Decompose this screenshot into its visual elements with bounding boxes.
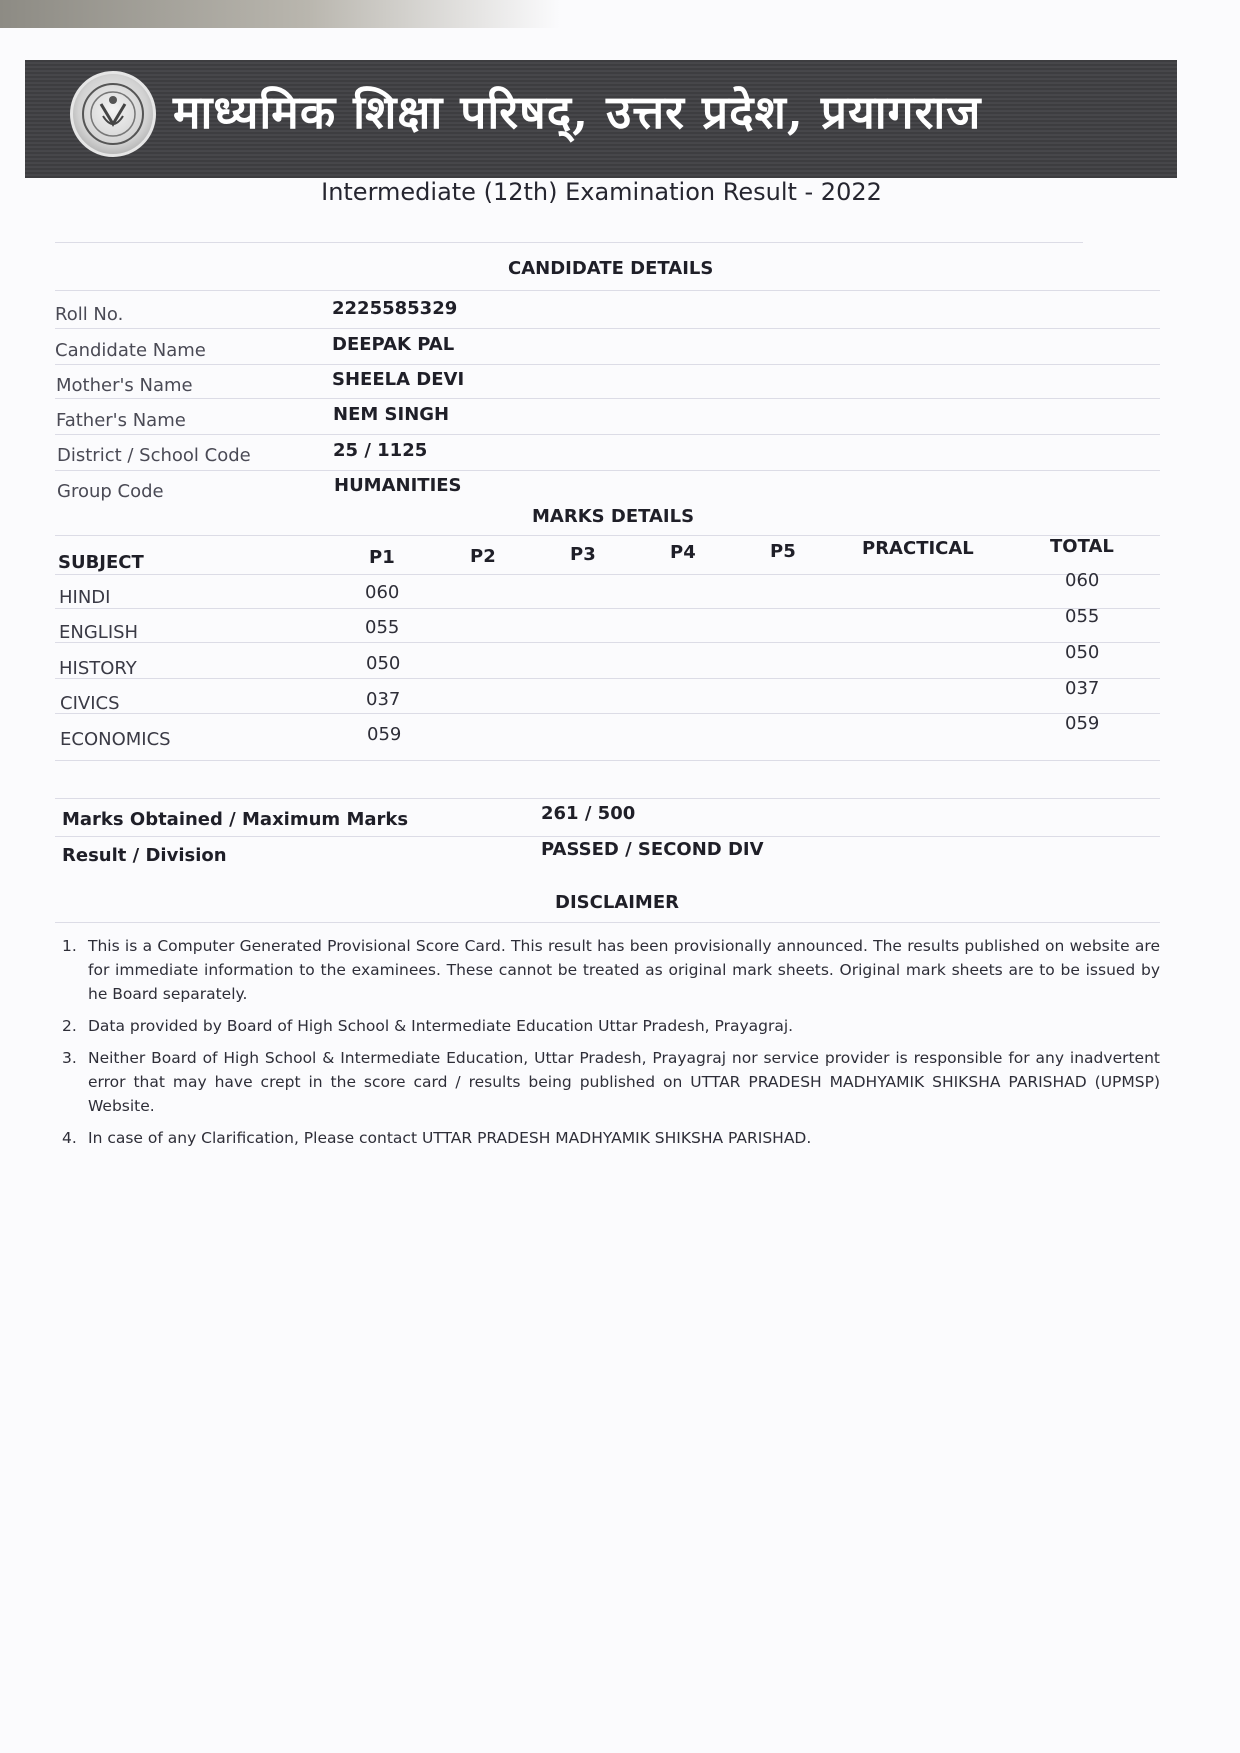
candidate-name-label: Candidate Name: [55, 340, 206, 361]
total-mark: 059: [1065, 713, 1100, 734]
marks-details-heading: MARKS DETAILS: [532, 506, 695, 527]
col-subject: SUBJECT: [58, 552, 144, 573]
list-item: [62, 934, 1160, 1006]
divider: [55, 398, 1160, 399]
candidate-details-heading: CANDIDATE DETAILS: [508, 258, 714, 279]
divider: [55, 642, 1160, 643]
mothers-name-value: SHEELA DEVI: [332, 369, 465, 390]
district-school-code-label: District / School Code: [57, 445, 251, 466]
result-division-value: PASSED / SECOND DIV: [541, 839, 764, 860]
divider: [55, 760, 1160, 761]
item-number: 3.: [62, 1049, 77, 1067]
item-text: This is a Computer Generated Provisional Score Card. This result has been provisionally announced. The results published on website are for immediate information to the examinees. These cannot be treated as original mark sheets. Original mark sheets are to be issued by he Board separately.: [88, 937, 1160, 1003]
marks-obtained-label: Marks Obtained / Maximum Marks: [62, 809, 409, 830]
item-text: Data provided by Board of High School & Intermediate Education Uttar Pradesh, Prayagraj.: [88, 1017, 794, 1035]
item-number: 1.: [62, 937, 77, 955]
roll-no-label: Roll No.: [55, 304, 124, 325]
divider: [55, 574, 1160, 575]
disclaimer-list: [62, 934, 1160, 1158]
up-board-emblem-icon: [70, 71, 156, 157]
item-text: Neither Board of High School & Intermediate Education, Uttar Pradesh, Prayagraj nor service provider is responsible for any inadvertent error that may have crept in the score card / results being published on UTTAR PRADESH MADHYAMIK SHIKSHA PARISHAD (UPMSP) Website.: [88, 1049, 1160, 1115]
divider: [55, 713, 1160, 714]
p1-mark: 037: [366, 689, 401, 710]
divider: [55, 364, 1160, 365]
col-p3: P3: [570, 544, 596, 565]
fathers-name-value: NEM SINGH: [333, 404, 450, 425]
result-division-label: Result / Division: [62, 845, 227, 866]
header-banner: [25, 60, 1177, 178]
exam-title: Intermediate (12th) Examination Result - 2022: [321, 178, 882, 206]
marks-obtained-value: 261 / 500: [541, 803, 636, 824]
item-number: 2.: [62, 1017, 77, 1035]
total-mark: 037: [1065, 678, 1100, 699]
divider: [55, 798, 1160, 799]
col-p1: P1: [369, 547, 395, 568]
divider: [55, 836, 1160, 837]
candidate-name-value: DEEPAK PAL: [332, 334, 455, 355]
col-practical: PRACTICAL: [862, 538, 974, 559]
mothers-name-label: Mother's Name: [56, 375, 193, 396]
board-name-hindi: माध्यमिक शिक्षा परिषद्, उत्तर प्रदेश, प्रयागराज: [173, 85, 982, 139]
list-item: [62, 1046, 1160, 1118]
total-mark: 060: [1065, 570, 1100, 591]
divider: [55, 290, 1160, 291]
group-code-label: Group Code: [57, 481, 164, 502]
divider: [55, 434, 1160, 435]
col-p5: P5: [770, 541, 796, 562]
p1-mark: 060: [365, 582, 400, 603]
group-code-value: HUMANITIES: [334, 475, 462, 496]
col-total: TOTAL: [1050, 536, 1114, 557]
subject-name: ECONOMICS: [60, 729, 171, 750]
divider: [55, 535, 1160, 536]
subject-name: HINDI: [59, 587, 111, 608]
subject-name: CIVICS: [60, 693, 120, 714]
subject-name: ENGLISH: [59, 622, 139, 643]
divider: [55, 678, 1160, 679]
disclaimer-heading: DISCLAIMER: [555, 892, 679, 913]
total-mark: 050: [1065, 642, 1100, 663]
p1-mark: 059: [367, 724, 402, 745]
roll-no-value: 2225585329: [332, 298, 458, 319]
p1-mark: 055: [365, 617, 400, 638]
divider: [55, 328, 1160, 329]
subject-name: HISTORY: [59, 658, 137, 679]
item-number: 4.: [62, 1129, 77, 1147]
district-school-code-value: 25 / 1125: [333, 440, 428, 461]
total-mark: 055: [1065, 606, 1100, 627]
divider: [55, 470, 1160, 471]
item-text: In case of any Clarification, Please contact UTTAR PRADESH MADHYAMIK SHIKSHA PARISHAD.: [88, 1129, 812, 1147]
col-p2: P2: [470, 546, 496, 567]
p1-mark: 050: [366, 653, 401, 674]
fathers-name-label: Father's Name: [56, 410, 186, 431]
divider: [55, 922, 1160, 923]
list-item: [62, 1126, 1160, 1150]
col-p4: P4: [670, 542, 696, 563]
divider: [55, 608, 1160, 609]
scan-edge: [0, 0, 560, 28]
list-item: [62, 1014, 1160, 1038]
divider: [55, 242, 1083, 243]
